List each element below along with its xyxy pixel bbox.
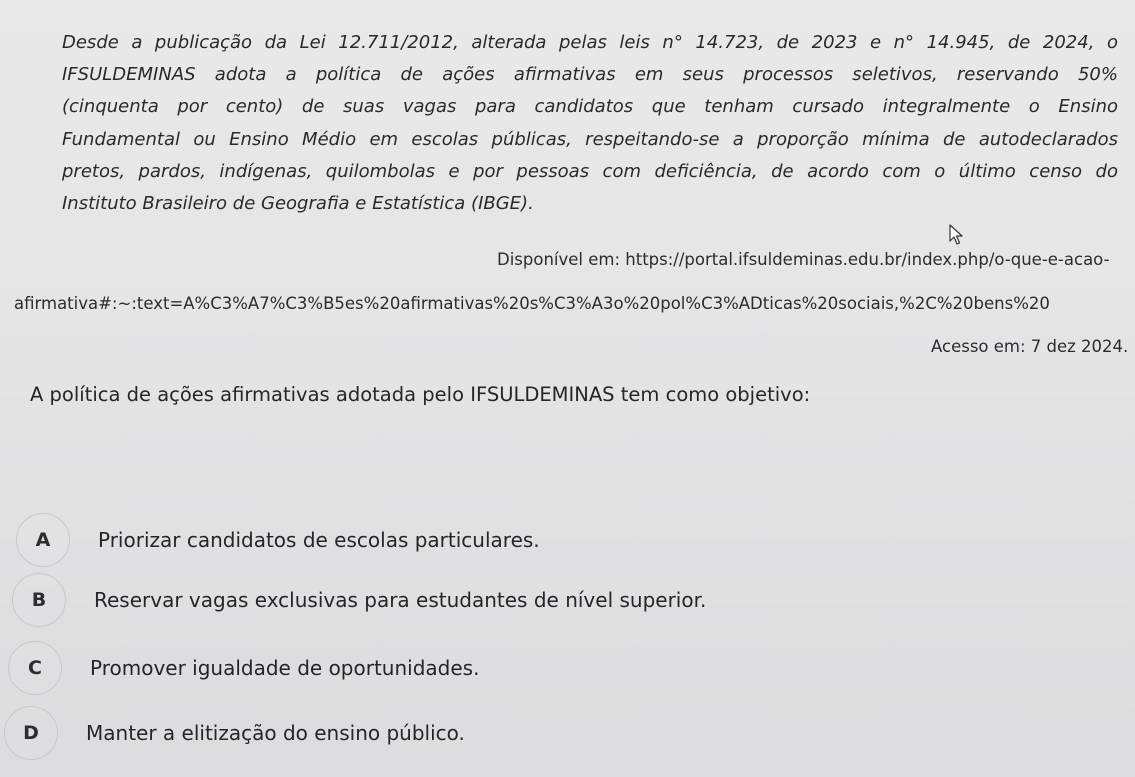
option-a[interactable] (16, 512, 540, 568)
passage-line: Desde a publicação da Lei 12.711/2012, alterada pelas leis n° 14.723, de 2023 e n° 14.945, de 2024, o (62, 32, 1118, 53)
option-c[interactable] (8, 640, 479, 696)
question-prompt: A política de ações afirmativas adotada pelo IFSULDEMINAS tem como objetivo: (30, 383, 811, 406)
source-url-line-1: Disponível em: https://portal.ifsuldeminas.edu.br/index.php/o-que-e-acao- (497, 250, 1110, 269)
option-d[interactable] (4, 705, 465, 761)
option-text-b[interactable]: Reservar vagas exclusivas para estudantes de nível superior. (94, 588, 707, 612)
option-letter-a[interactable]: A (16, 513, 70, 567)
passage-line: Fundamental ou Ensino Médio em escolas públicas, respeitando-se a proporção mínima de autodeclarados (62, 128, 1118, 150)
passage-text (62, 27, 1118, 220)
option-b[interactable] (12, 572, 706, 628)
passage-line: pretos, pardos, indígenas, quilombolas e por pessoas com deficiência, de acordo com o último censo do (62, 160, 1118, 182)
option-letter-d[interactable]: D (4, 706, 58, 760)
source-url-line-2: afirmativa#:~:text=A%C3%A7%C3%B5es%20afirmativas%20s%C3%A3o%20pol%C3%ADticas%20sociais,%2C%20bens%20 (14, 294, 1050, 313)
mouse-pointer-icon (949, 224, 965, 246)
access-date: Acesso em: 7 dez 2024. (931, 337, 1129, 356)
passage-line: (cinquenta por cento) de suas vagas para candidatos que tenham cursado integralmente o Ensino (62, 96, 1118, 118)
option-text-a[interactable]: Priorizar candidatos de escolas particulares. (98, 528, 540, 552)
passage-line: IFSULDEMINAS adota a política de ações afirmativas em seus processos seletivos, reservando 50% (62, 64, 1118, 86)
option-text-d[interactable]: Manter a elitização do ensino público. (86, 721, 465, 745)
option-letter-b[interactable]: B (12, 573, 66, 627)
passage-line: Instituto Brasileiro de Geografia e Estatística (IBGE). (62, 193, 534, 215)
option-text-c[interactable]: Promover igualdade de oportunidades. (90, 656, 480, 680)
option-letter-c[interactable]: C (8, 641, 62, 695)
